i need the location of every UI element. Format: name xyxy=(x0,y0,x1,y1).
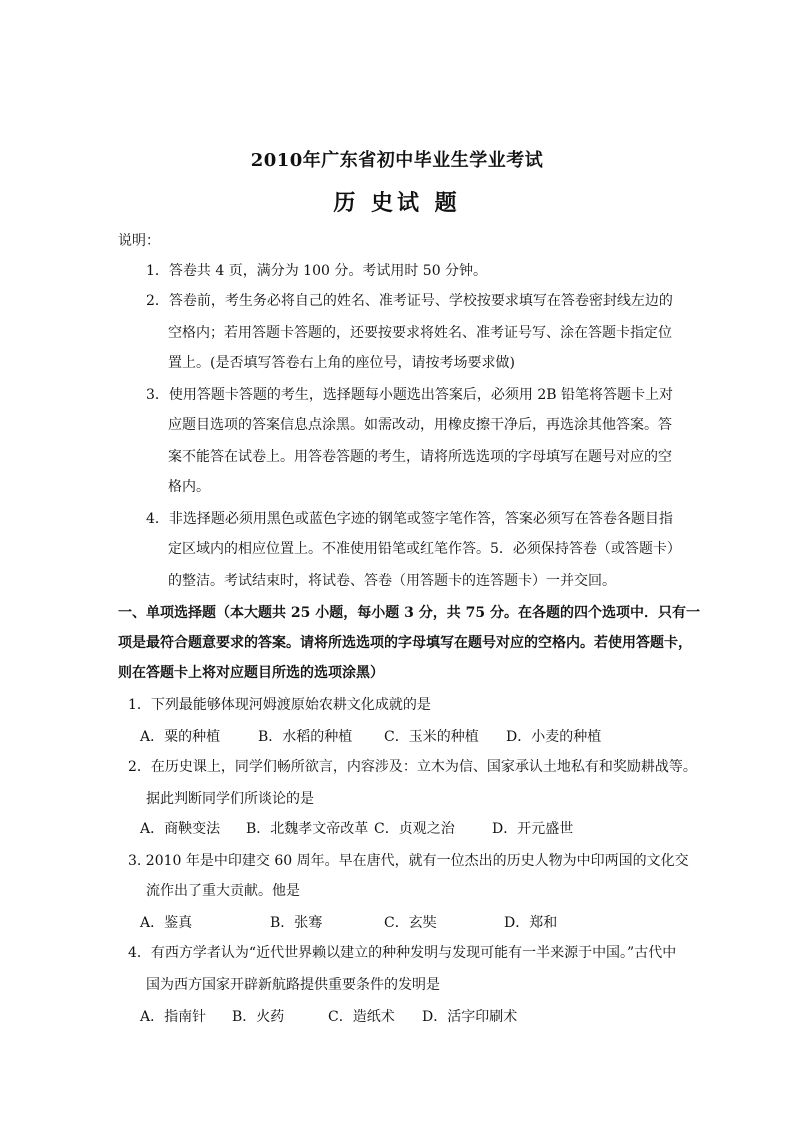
instruction-line: 1．答卷共 4 页，满分为 100 分。考试用时 50 分钟。 xyxy=(146,263,488,279)
exam-title: 2010年广东省初中毕业生学业考试 xyxy=(250,150,544,171)
option-c: C．玄奘 xyxy=(384,915,437,931)
option-a: A．粟的种植 xyxy=(140,729,221,745)
option-b: B．张骞 xyxy=(270,915,323,931)
option-c: C．玉米的种植 xyxy=(384,729,479,745)
option-d: D．开元盛世 xyxy=(492,821,574,837)
exam-subtitle: 历 史试 题 xyxy=(333,190,461,216)
instruction-line: 的整洁。考试结束时，将试卷、答卷（用答题卡的连答题卡）一并交回。 xyxy=(168,573,616,589)
option-d: D．小麦的种植 xyxy=(506,729,602,745)
section-heading: 一、单项选择题（本大题共 25 小题，每小题 3 分，共 75 分。在各题的四个选项中．只有一 xyxy=(118,605,700,621)
instructions-label: 说明： xyxy=(118,233,160,249)
instruction-line: 置上。(是否填写答卷右上角的座位号，请按考场要求做) xyxy=(168,355,515,371)
option-a: A．商鞅变法 xyxy=(140,821,221,837)
instruction-line: 定区域内的相应位置上。不准使用铅笔或红笔作答。5．必须保持答卷（或答题卡） xyxy=(168,541,681,557)
instruction-line: 应题目选项的答案信息点涂黑。如需改动，用橡皮擦干净后，再选涂其他答案。答 xyxy=(168,417,672,433)
question-stem: 流作出了重大贡献。他是 xyxy=(146,883,300,899)
option-b: B．北魏孝文帝改革 xyxy=(246,821,369,837)
question-stem: 3. 2010 年是中印建交 60 周年。早在唐代，就有一位杰出的历史人物为中印两国的文化交 xyxy=(128,853,689,869)
question-stem: 2．在历史课上，同学们畅所欲言，内容涉及：立木为信、国家承认土地私有和奖励耕战等。 xyxy=(128,759,697,775)
option-a: A．指南针 xyxy=(140,1009,207,1025)
question-stem: 国为西方国家开辟新航路提供重要条件的发明是 xyxy=(146,977,440,993)
option-a: A．鉴真 xyxy=(140,915,193,931)
section-heading: 则在答题卡上将对应题目所选的选项涂黑） xyxy=(118,665,384,681)
instruction-line: 2．答卷前，考生务必将自己的姓名、准考证号、学校按要求填写在答卷密封线左边的 xyxy=(146,293,673,309)
instruction-line: 案不能答在试卷上。用答卷答题的考生，请将所选选项的字母填写在题号对应的空 xyxy=(168,449,672,465)
section-heading: 项是最符合题意要求的答案。请将所选选项的字母填写在题号对应的空格内。若使用答题卡， xyxy=(118,635,692,651)
option-d: D．郑和 xyxy=(504,915,558,931)
option-b: B．火药 xyxy=(232,1009,285,1025)
option-d: D．活字印刷术 xyxy=(422,1009,518,1025)
option-c: C．贞观之治 xyxy=(374,821,455,837)
instruction-line: 3．使用答题卡答题的考生，选择题每小题选出答案后，必须用 2B 铅笔将答题卡上对 xyxy=(146,387,674,403)
question-stem: 4．有西方学者认为“近代世界赖以建立的种种发明与发现可能有一半来源于中国。”古代中 xyxy=(128,945,677,961)
instruction-line: 4．非选择题必须用黑色或蓝色字迹的钢笔或签字笔作答，答案必须写在答卷各题目指 xyxy=(146,511,673,527)
instruction-line: 空格内；若用答题卡答题的，还要按要求将姓名、准考证号写、涂在答题卡指定位 xyxy=(168,325,672,341)
option-c: C．造纸术 xyxy=(328,1009,395,1025)
instruction-line: 格内。 xyxy=(168,479,210,495)
question-stem: 据此判断同学们所谈论的是 xyxy=(146,791,314,807)
question-stem: 1．下列最能够体现河姆渡原始农耕文化成就的是 xyxy=(128,697,431,713)
option-b: B．水稻的种植 xyxy=(258,729,353,745)
